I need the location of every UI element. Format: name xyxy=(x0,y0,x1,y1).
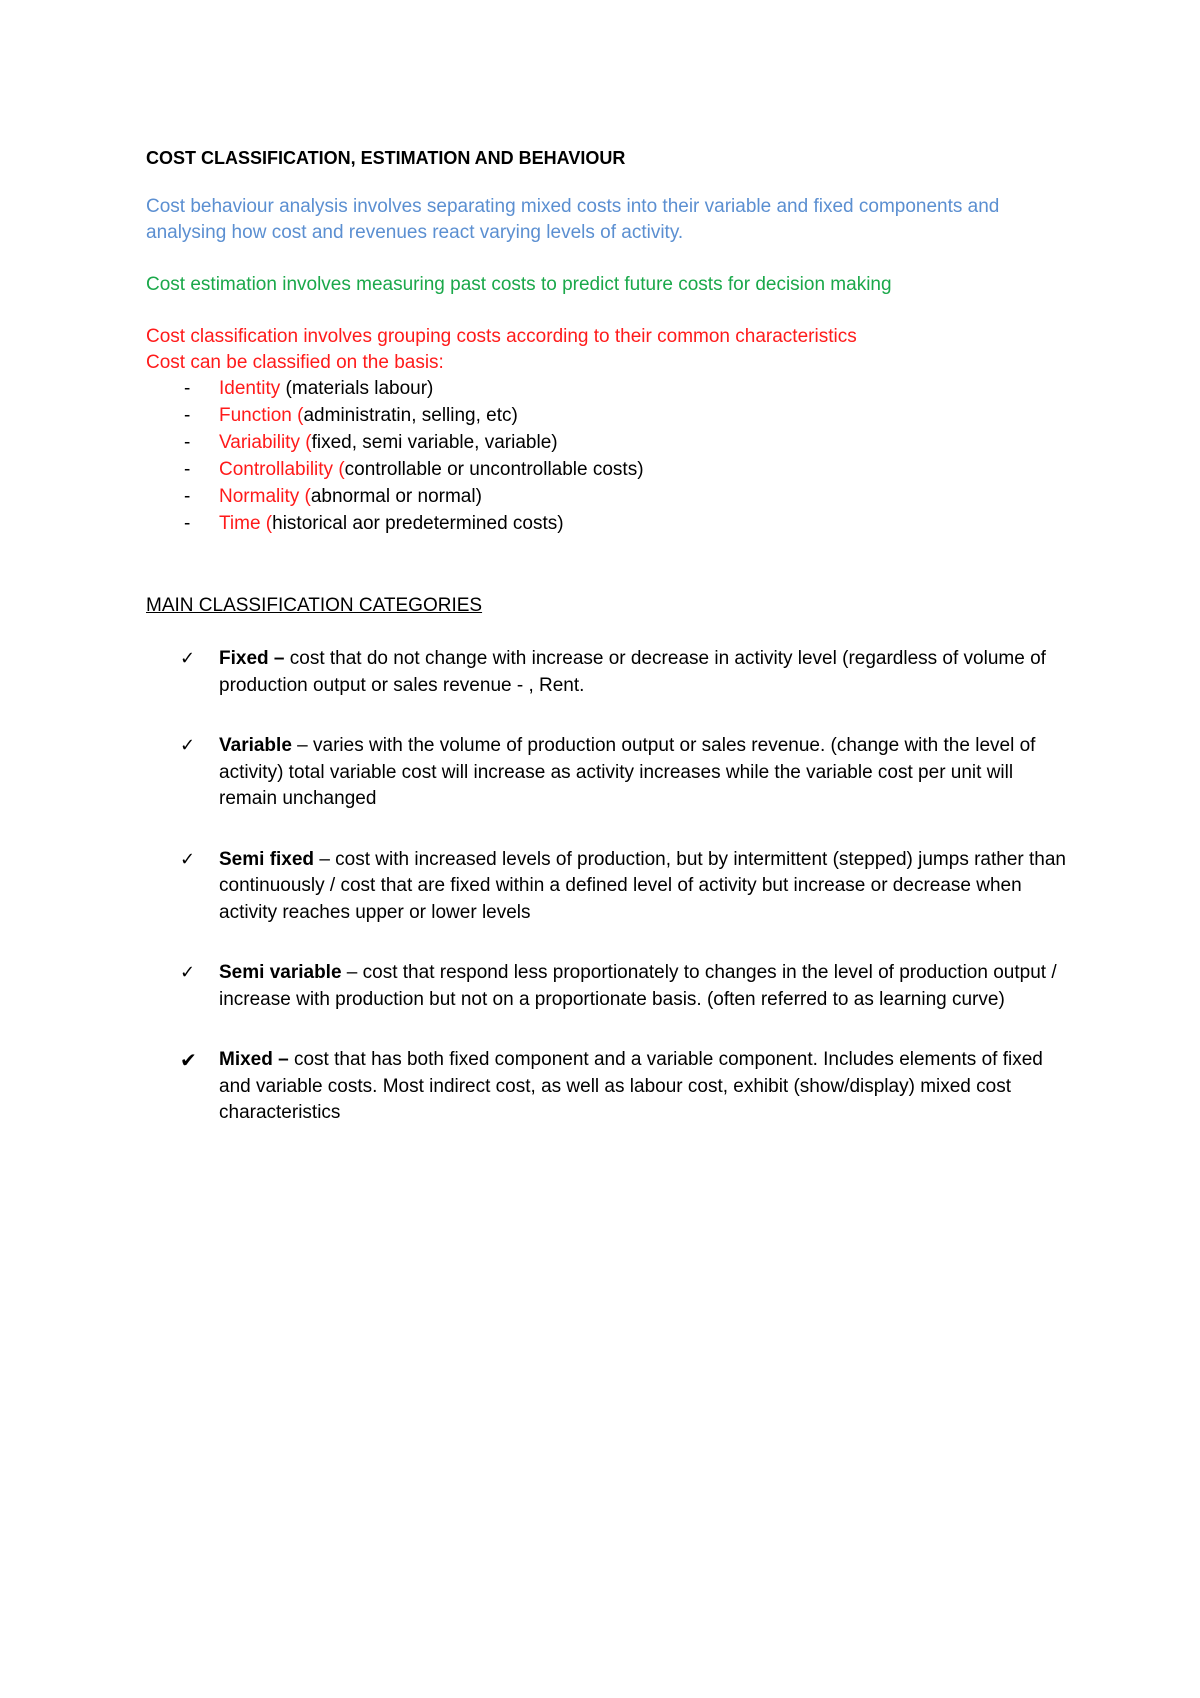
category-item-semi-fixed xyxy=(146,847,1066,927)
basis-term: Variability ( xyxy=(219,432,312,453)
basis-detail: abnormal or normal) xyxy=(310,486,482,507)
basis-item-time xyxy=(146,511,1066,538)
heavy-checkmark-icon: ✔ xyxy=(180,1048,197,1072)
spacer xyxy=(146,298,1066,324)
main-classification-heading: MAIN CLASSIFICATION CATEGORIES xyxy=(146,595,483,616)
basis-term: Identity xyxy=(219,378,286,399)
behaviour-paragraph: Cost behaviour analysis involves separating mixed costs into their variable and fixed components and analysing how cost and revenues react varying levels of activity. xyxy=(146,196,1000,243)
category-term: Mixed – xyxy=(219,1049,289,1070)
category-detail: cost that do not change with increase or decrease in activity level (regardless of volume of production output or sales revenue - , Rent. xyxy=(219,648,1046,696)
checkmark-icon: ✓ xyxy=(180,648,196,669)
document-content xyxy=(146,146,1066,1161)
category-detail: – varies with the volume of production output or sales revenue. (change with the level of activity) total variable cost will increase as activity increases while the variable cost per unit will remain unchanged xyxy=(219,735,1036,809)
basis-item-identity xyxy=(146,376,1066,403)
basis-term: Function ( xyxy=(219,405,304,426)
dash-bullet: - xyxy=(184,459,191,480)
basis-item-normality xyxy=(146,484,1066,511)
dash-bullet: - xyxy=(184,486,191,507)
checkmark-icon: ✓ xyxy=(180,848,196,870)
document-title: COST CLASSIFICATION, ESTIMATION AND BEHAVIOUR xyxy=(146,148,626,168)
category-item-mixed xyxy=(146,1047,1066,1127)
category-term: Fixed – xyxy=(219,648,285,669)
dash-bullet: - xyxy=(184,405,191,426)
spacer xyxy=(146,170,1066,194)
category-detail: cost that has both fixed component and a variable component. Includes elements of fixed and variable costs. Most indirect cost, as well as labour cost, exhibit (show/display) mixed cost characteristics xyxy=(219,1049,1043,1123)
basis-item-function xyxy=(146,403,1066,430)
category-item-semi-variable xyxy=(146,960,1066,1013)
dash-bullet: - xyxy=(184,378,191,399)
spacer xyxy=(146,246,1066,272)
category-detail: – cost with increased levels of production, but by intermittent (stepped) jumps rather than continuously / cost that are fixed within a defined level of activity but increase or decrease when activity reaches upper or lower levels xyxy=(219,848,1066,923)
basis-list xyxy=(146,376,1066,538)
classification-line-2: Cost can be classified on the basis: xyxy=(146,352,444,373)
category-item-variable xyxy=(146,733,1066,813)
basis-item-variability xyxy=(146,430,1066,457)
category-item-fixed xyxy=(146,646,1066,699)
basis-detail: fixed, semi variable, variable) xyxy=(311,432,558,453)
estimation-paragraph: Cost estimation involves measuring past costs to predict future costs for decision making xyxy=(146,274,892,295)
basis-term: Time ( xyxy=(219,513,273,534)
category-list xyxy=(146,646,1066,1127)
checkmark-icon: ✓ xyxy=(180,962,196,983)
basis-detail: (materials labour) xyxy=(285,378,434,399)
basis-detail: controllable or uncontrollable costs) xyxy=(344,459,644,480)
category-detail: – cost that respond less proportionately to changes in the level of production output / increase with production but not on a proportionate basis. (often referred to as learning curve) xyxy=(219,962,1057,1010)
category-term: Semi variable xyxy=(219,962,342,983)
category-term: Variable xyxy=(219,735,292,756)
basis-detail: historical aor predetermined costs) xyxy=(272,513,564,534)
checkmark-icon: ✓ xyxy=(180,735,196,756)
dash-bullet: - xyxy=(184,432,191,453)
basis-term: Controllability ( xyxy=(219,459,345,480)
classification-line-1: Cost classification involves grouping costs according to their common characteristics xyxy=(146,326,857,347)
basis-term: Normality ( xyxy=(219,486,311,507)
dash-bullet: - xyxy=(184,513,191,534)
category-term: Semi fixed xyxy=(219,848,315,870)
basis-detail: administratin, selling, etc) xyxy=(303,405,518,426)
basis-item-controllability xyxy=(146,457,1066,484)
